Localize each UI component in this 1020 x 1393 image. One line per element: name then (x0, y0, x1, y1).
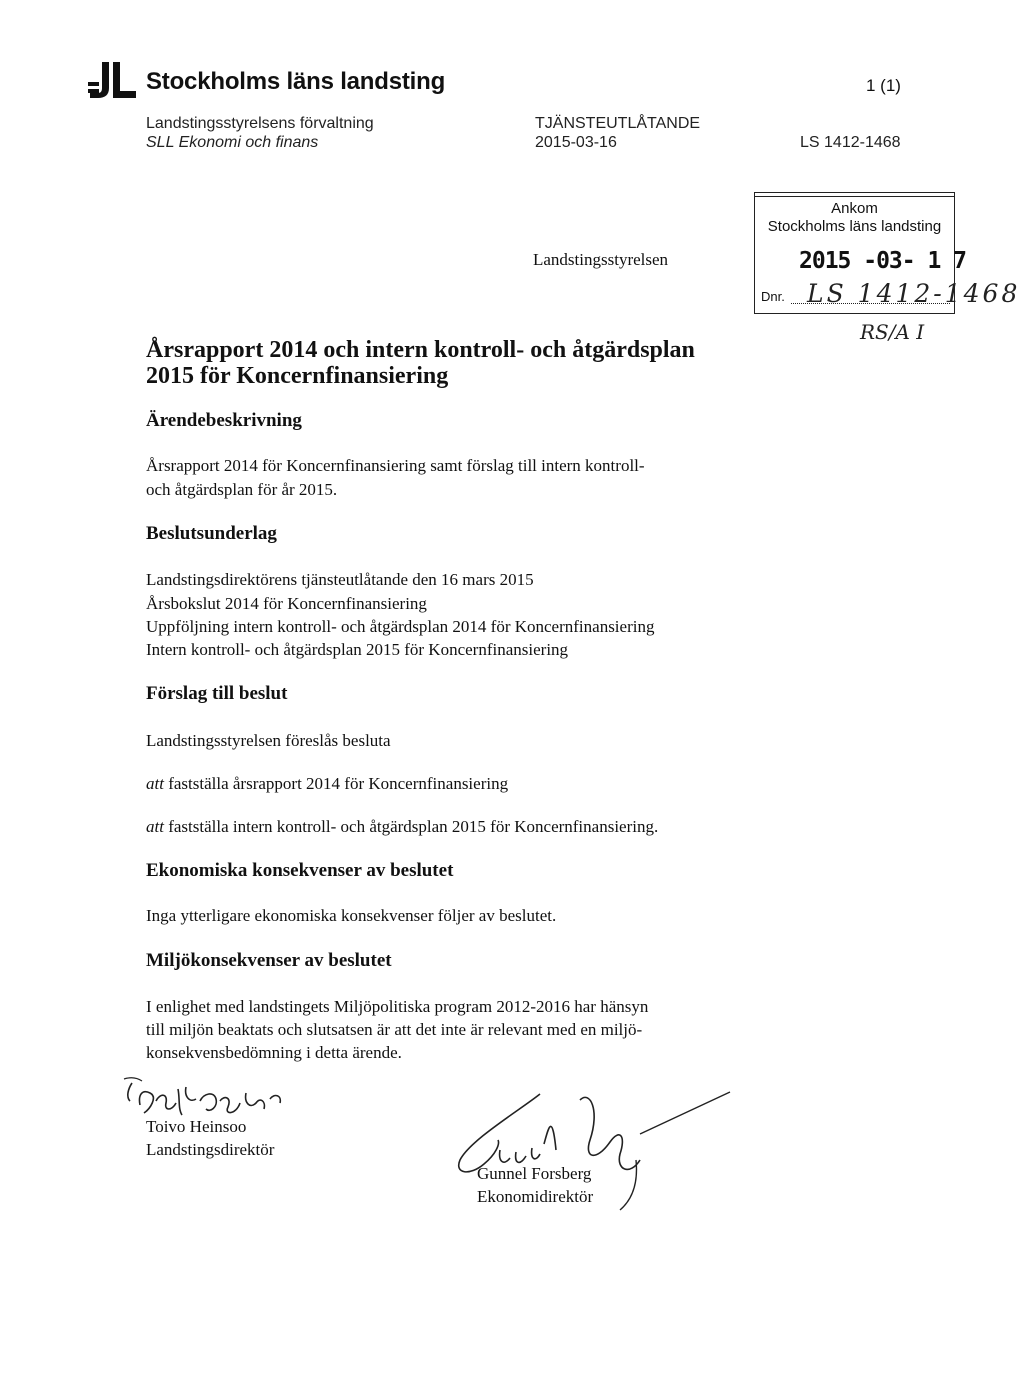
signatory-name: Gunnel Forsberg (477, 1164, 592, 1183)
document-type: TJÄNSTEUTLÅTANDE (535, 115, 701, 132)
stamp-dnr-handwritten: LS 1412-1468 (807, 279, 1020, 308)
forslag-intro: Landstingsstyrelsen föreslås besluta (146, 731, 391, 750)
section-heading-forslag: Förslag till beslut (146, 683, 288, 704)
signatory-name: Toivo Heinsoo (146, 1117, 247, 1136)
decision-text: fastställa årsrapport 2014 för Koncernfinansiering (163, 774, 509, 793)
org-name: Stockholms läns landsting (146, 68, 446, 95)
received-stamp (754, 192, 1020, 314)
document-title-line-2: 2015 för Koncernfinansiering (146, 363, 449, 389)
miljo-text-line: I enlighet med landstingets Miljöpolitiska program 2012-2016 har hänsyn (146, 997, 649, 1016)
stamp-received-date: 2015 -03- 1 7 (799, 248, 967, 274)
decision-line (146, 774, 508, 794)
sub-department: SLL Ekonomi och finans (146, 134, 319, 151)
stamp-dnr-label: Dnr. (761, 289, 785, 304)
section-heading-arendebeskrivning: Ärendebeskrivning (146, 410, 302, 431)
stamp-divider (755, 196, 954, 197)
miljo-text-line: till miljön beaktats och slutsatsen är att det inte är relevant med en miljö- (146, 1020, 643, 1039)
document-title-line-1: Årsrapport 2014 och intern kontroll- och åtgärdsplan (146, 337, 695, 363)
sll-logo (88, 62, 138, 98)
stamp-organization: Stockholms läns landsting (767, 218, 942, 235)
section-heading-beslutsunderlag: Beslutsunderlag (146, 523, 277, 544)
miljo-text-line: konsekvensbedömning i detta ärende. (146, 1043, 402, 1062)
decision-text: fastställa intern kontroll- och åtgärdsplan 2015 för Koncernfinansiering. (163, 817, 659, 836)
arende-text-line: och åtgärdsplan för år 2015. (146, 480, 338, 499)
signatory-title: Landstingsdirektör (146, 1140, 275, 1159)
section-heading-ekonomiska: Ekonomiska konsekvenser av beslutet (146, 860, 454, 881)
department-name: Landstingsstyrelsens förvaltning (146, 115, 374, 132)
document-date: 2015-03-16 (535, 134, 617, 151)
beslutsunderlag-item: Intern kontroll- och åtgärdsplan 2015 för Koncernfinansiering (146, 640, 569, 659)
decision-line (146, 817, 658, 837)
stamp-received-label: Ankom (831, 200, 878, 217)
section-heading-miljo: Miljökonsekvenser av beslutet (146, 950, 392, 971)
decision-prefix: att (146, 774, 164, 793)
beslutsunderlag-item: Landstingsdirektörens tjänsteutlåtande den 16 mars 2015 (146, 570, 534, 589)
signatory-title: Ekonomidirektör (477, 1187, 594, 1206)
ekonomiska-text: Inga ytterligare ekonomiska konsekvenser följer av beslutet. (146, 906, 557, 925)
arende-text-line: Årsrapport 2014 för Koncernfinansiering samt förslag till intern kontroll- (146, 456, 645, 475)
page-number: 1 (1) (866, 76, 901, 95)
addressee: Landstingsstyrelsen (533, 250, 669, 269)
beslutsunderlag-item: Årsbokslut 2014 för Koncernfinansiering (146, 594, 427, 613)
decision-prefix: att (146, 817, 164, 836)
beslutsunderlag-item: Uppföljning intern kontroll- och åtgärdsplan 2014 för Koncernfinansiering (146, 617, 655, 636)
document-reference: LS 1412-1468 (800, 134, 901, 151)
handwritten-note: RS/A I (860, 320, 925, 344)
